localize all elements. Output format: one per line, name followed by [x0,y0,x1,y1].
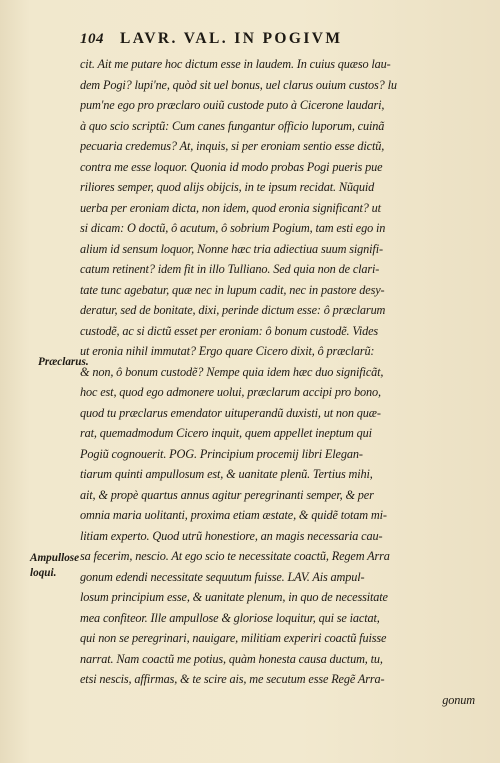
text-line: litiam experto. Quod utrũ honestiore, an magis necessaria cau- [80,528,383,543]
text-line: contra me esse loquor. Quonia id modo probas Pogi pueris pue [80,159,383,174]
text-line: ait, & propè quartus annus agitur peregrinanti semper, & per [80,487,374,502]
text-line: à quo scio scriptũ: Cum canes fungantur officio luporum, cuinã [80,118,385,133]
marginal-note-ampullose [30,551,79,581]
marginal-note-praeclarus [38,355,89,370]
text-line: custodẽ, ac si dictũ esset per eroniam: ô bonum custodẽ. Vides [80,323,379,338]
text-line: gonum edendi necessitate sequutum fuisse. LAV. Ais ampul- [80,569,365,584]
text-line: etsi nescis, affirmas, & te scire ais, me secutum esse Regẽ Arra- [80,672,385,686]
text-line: omnia maria uolitanti, proxima etiam æstate, & quidẽ totam mi- [80,508,387,522]
text-line: alium id sensum loquor, Nonne hæc tria adiectiua suum signifi- [80,241,383,256]
text-line: tiarum quinti ampullosum est, & uanitate plenũ. Tertius mihi, [80,467,373,481]
text-line: rat, quemadmodum Cicero inquit, quem appellet ineptum qui [80,426,372,440]
text-line: riliores semper, quod alijs obijcis, in te ipsum recidat. Nũquid [80,180,375,194]
text-line: pum'ne ego pro præclaro ouiũ custode puto à Cicerone laudari, [80,98,385,112]
catchword: gonum [442,692,475,707]
marginal-note-text: Præclarus. [38,356,89,368]
text-line: cit. Ait me putare hoc dictum esse in laudem. In cuius quæso lau- [80,57,391,71]
folio-number: 104 [80,31,104,47]
page-header [80,28,480,52]
text-line: narrat. Nam coactũ me potius, quàm honesta causa ductum, tu, [80,651,383,666]
text-line: deratur, sed de bonitate, dixi, perinde dictum esse: ô præclarum [80,303,386,317]
text-line: & non, ô bonum custodẽ? Nempe quia idem hæc duo significãt, [80,364,384,379]
text-line: uerba per eroniam dicta, non idem, quod eroniа significant? ut [80,200,381,215]
text-line: hoc est, quod ego admonere uolui, præclarum accipi pro bono, [80,385,381,399]
marginal-note-text: Ampullose [30,552,80,564]
text-line: sa fecerim, nescio. At ego scio te necessitate coactũ, Regem Arra [80,549,390,563]
text-line: Pogiũ cognouerit. POG. Principium procemij libri Elegan- [80,446,363,461]
text-line: mea confiteor. Ille ampullose & gloriose loquitur, qui se iactat, [80,610,380,625]
text-line: qui non se peregrinari, nauigare, militiam experiri coactũ fuisse [80,631,387,645]
text-line: dem Pogi? lupi'ne, quòd sit uel bonus, uel clarus ouium custos? lu [80,77,397,92]
text-line: losum principium esse, & uanitate plenum, in quo de necessitate [80,590,388,604]
text-line: catum retinent? idem fit in illo Tulliano. Sed quia non de clari- [80,262,380,276]
text-line: pecuaria credemus? At, inquis, si per eroniam sentio esse dictũ, [80,139,385,153]
marginal-note-text: loqui. [30,567,57,579]
text-line: quod tu præclarus emendator uituperandũ duxisti, ut non quæ- [80,405,381,420]
text-line: tate tunc agebatur, quæ nec in lupum cadit, nec in pastore desy- [80,282,385,297]
text-line: si dicam: O doctũ, ô acutum, ô sobrium Pogium, tam esti ego in [80,221,386,235]
text-line: ut eronia nihil immutat? Ergo quare Cicero dixit, ô præclarũ: [80,344,375,358]
text-block [80,54,475,710]
running-head: LAVR. VAL. IN POGIVM [120,30,343,47]
